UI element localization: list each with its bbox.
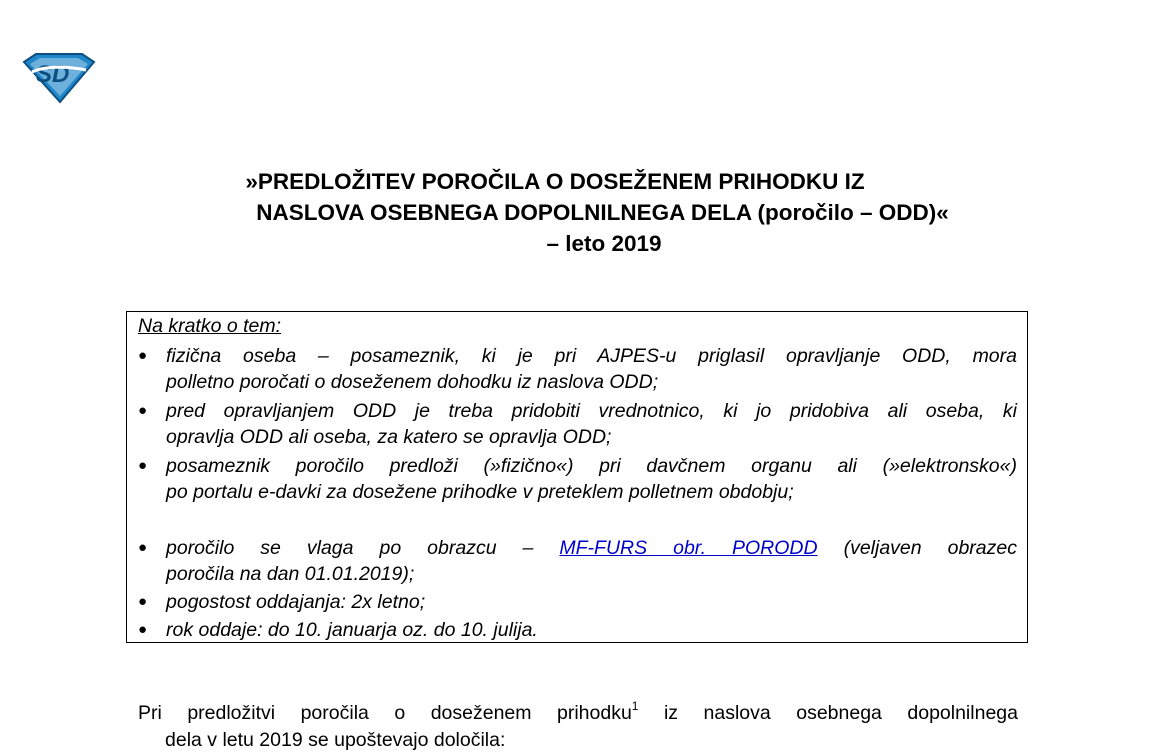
svg-text:SD: SD xyxy=(36,61,70,88)
document-title xyxy=(130,166,1030,259)
bullet-icon: ● xyxy=(138,539,148,556)
summary-item xyxy=(138,589,1017,615)
item-line: po portalu e-davki za dosežene prihodke v preteklem polletnem obdobju; xyxy=(166,481,794,503)
item-text: poročilo se vlaga po obrazcu – xyxy=(166,537,534,559)
summary-item xyxy=(138,343,1017,395)
summary-box xyxy=(126,311,1028,643)
item-line: pogostost oddajanja: 2x letno; xyxy=(166,591,426,613)
title-line-2: NASLOVA OSEBNEGA DOPOLNILNEGA DELA (poročilo – ODD)« xyxy=(256,200,949,225)
item-line: poročila na dan 01.01.2019); xyxy=(166,563,415,585)
item-line xyxy=(166,535,1017,561)
summary-item xyxy=(138,535,1017,587)
bullet-icon: ● xyxy=(138,402,148,419)
paragraph-line: dela v letu 2019 se upoštevajo določila: xyxy=(165,729,506,751)
footnote-ref[interactable]: 1 xyxy=(631,699,639,713)
paragraph-text: iz naslova osebnega dopolnilnega xyxy=(663,702,1018,724)
summary-item xyxy=(138,617,1017,643)
summary-item xyxy=(138,453,1017,505)
item-line: posameznik poročilo predloži (»fizično«) pri davčnem organu ali (»elektronsko«) xyxy=(166,455,1017,477)
bullet-icon: ● xyxy=(138,457,148,474)
summary-item xyxy=(138,398,1017,450)
sd-shield-logo-icon xyxy=(22,50,96,104)
item-line: fizična oseba – posameznik, ki je pri AJPES-u priglasil opravljanje ODD, mora xyxy=(166,345,1017,367)
logo-svg xyxy=(22,50,96,104)
body-paragraph xyxy=(138,700,1018,754)
bullet-icon: ● xyxy=(138,593,148,610)
item-line: pred opravljanjem ODD je treba pridobiti vrednotnico, ki jo pridobiva ali oseba, ki xyxy=(166,400,1017,422)
bullet-icon: ● xyxy=(138,621,148,638)
item-line: opravlja ODD ali oseba, za katero se opravlja ODD; xyxy=(166,426,612,448)
title-line-1: »PREDLOŽITEV POROČILA O DOSEŽENEM PRIHODKU IZ xyxy=(245,169,865,194)
title-line-3: – leto 2019 xyxy=(546,231,662,256)
paragraph-text: Pri predložitvi poročila o doseženem prihodku xyxy=(138,702,632,724)
paragraph-line xyxy=(138,700,1018,727)
form-link[interactable]: MF-FURS obr. PORODD xyxy=(559,537,818,559)
item-text: (veljaven obrazec xyxy=(843,537,1017,559)
bullet-icon: ● xyxy=(138,347,148,364)
summary-heading: Na kratko o tem: xyxy=(138,315,282,337)
item-line: polletno poročati o doseženem dohodku iz naslova ODD; xyxy=(166,371,659,393)
item-line: rok oddaje: do 10. januarja oz. do 10. julija. xyxy=(166,619,538,641)
